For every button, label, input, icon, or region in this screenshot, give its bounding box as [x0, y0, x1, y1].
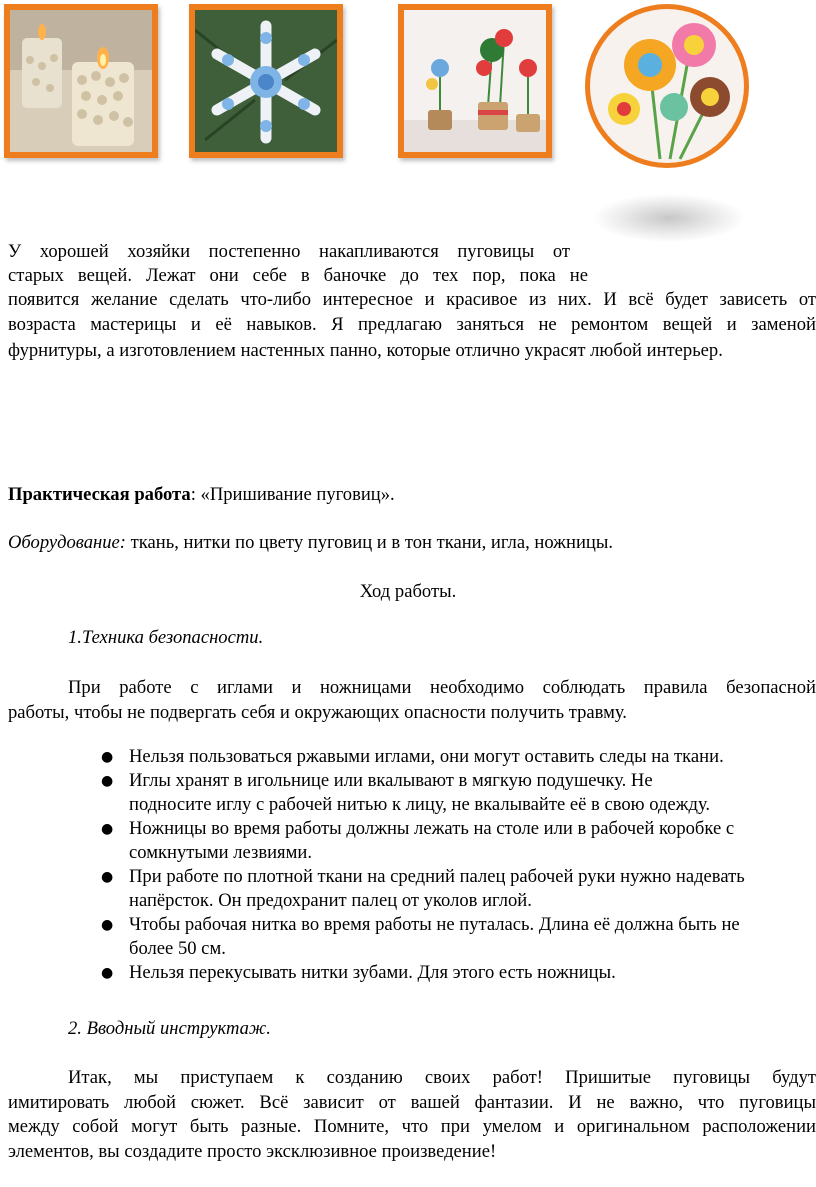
list-item-text-cont: более 50 см.	[129, 938, 226, 959]
list-item-text: Чтобы рабочая нитка во время работы не путалась. Длина её должна быть не	[129, 914, 740, 935]
bullet-icon: ●	[101, 749, 114, 765]
intro-line-3: появится желание сделать что-либо интересное и красивое из них. И всё будет зависеть от	[8, 289, 816, 310]
button-flowers-image	[590, 9, 744, 163]
snowflake-image	[195, 10, 337, 152]
list-item-text-cont: напёрсток. Он предохранит палец от уколов иглой.	[129, 890, 532, 911]
bullet-icon: ●	[101, 917, 114, 933]
candles-image	[10, 10, 152, 152]
list-item-text: Иглы хранят в игольнице или вкалывают в мягкую подушечку. Не	[129, 770, 653, 791]
list-item-text-cont: сомкнутыми лезвиями.	[129, 842, 312, 863]
equipment-line	[8, 531, 816, 554]
safety-rules-list	[0, 745, 816, 985]
intro-line-1: У хорошей хозяйки постепенно накапливаются пуговицы от	[8, 241, 570, 262]
flower-pots-photo	[398, 4, 552, 158]
intro-line-4: возраста мастерицы и её навыков. Я предлагаю заняться не ремонтом вещей и заменой	[8, 314, 816, 335]
safety-paragraph	[8, 676, 816, 725]
bullet-icon: ●	[101, 773, 114, 789]
list-item	[0, 913, 816, 961]
bullet-icon: ●	[101, 869, 114, 885]
equipment-text: ткань, нитки по цвету пуговиц и в тон ткани, игла, ножницы.	[126, 532, 614, 553]
section-2-heading: 2. Вводный инструктаж.	[68, 1018, 271, 1039]
practical-work-text: : «Пришивание пуговиц».	[190, 484, 395, 505]
list-item-text: Ножницы во время работы должны лежать на столе или в рабочей коробке с	[129, 818, 735, 839]
bullet-icon: ●	[101, 965, 114, 981]
flower-pots-image	[404, 10, 546, 152]
snowflake-photo	[189, 4, 343, 158]
bullet-icon: ●	[101, 821, 114, 837]
list-item	[0, 961, 816, 985]
list-item-text: Нельзя пользоваться ржавыми иглами, они могут оставить следы на ткани.	[129, 746, 724, 767]
section-1-heading: 1.Техника безопасности.	[68, 627, 264, 648]
list-item-text: Нельзя перекусывать нитки зубами. Для этого есть ножницы.	[129, 962, 616, 983]
practical-work-label: Практическая работа	[8, 484, 191, 505]
button-flowers-photo	[585, 4, 749, 168]
instruction-line-3: между собой могут быть разные. Помните, что при умелом и оригинальном расположении	[8, 1116, 816, 1137]
safety-paragraph-line-1: При работе с иглами и ножницами необходимо соблюдать правила безопасной	[68, 677, 816, 698]
intro-instruction-paragraph	[8, 1066, 816, 1164]
candles-photo	[4, 4, 158, 158]
course-title: Ход работы.	[359, 581, 457, 602]
safety-paragraph-line-2: работы, чтобы не подвергать себя и окружающих опасности получить травму.	[8, 701, 627, 723]
list-item	[0, 745, 816, 769]
list-item	[0, 865, 816, 913]
intro-line-5: фурнитуры, а изготовлением настенных панно, которые отлично украсят любой интерьер.	[8, 340, 723, 361]
instruction-line-4: элементов, вы создадите просто эксклюзивное произведение!	[8, 1140, 497, 1162]
photo-shadow	[594, 194, 744, 242]
list-item	[0, 769, 816, 817]
intro-line-2: старых вещей. Лежат они себе в баночке до тех пор, пока не	[8, 265, 588, 286]
instruction-line-2: имитировать любой сюжет. Всё зависит от вашей фантазии. И не важно, что пуговицы	[8, 1091, 816, 1113]
list-item-text-cont: подносите иглу с рабочей нитью к лицу, не вкалывайте её в свою одежду.	[129, 794, 711, 815]
list-item-text: При работе по плотной ткани на средний палец рабочей руки нужно надевать	[129, 866, 745, 887]
equipment-label: Оборудование:	[8, 532, 126, 553]
instruction-line-1: Итак, мы приступаем к созданию своих работ! Пришитые пуговицы будут	[68, 1067, 816, 1088]
list-item	[0, 817, 816, 865]
practical-work-line	[8, 483, 816, 506]
